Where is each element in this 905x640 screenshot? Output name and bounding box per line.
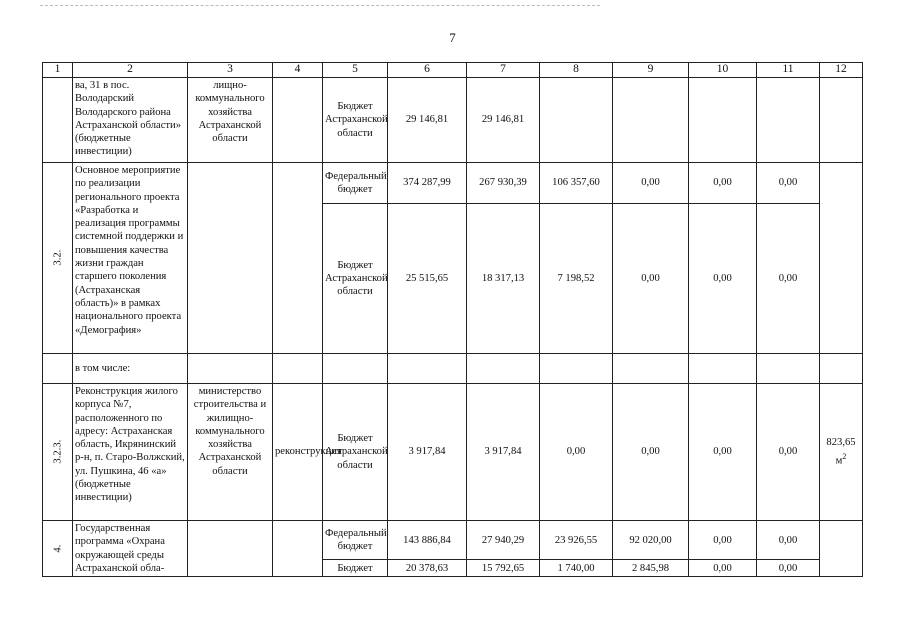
header-cell: 10 — [689, 63, 757, 78]
value-cell: 29 146,81 — [467, 78, 540, 163]
value-cell: 0,00 — [757, 163, 820, 204]
value-cell: 0,00 — [613, 204, 689, 354]
table-row — [43, 354, 863, 384]
funding-source-cell: Бюджет Астраханской области — [323, 78, 388, 163]
value-cell — [820, 354, 863, 384]
value-cell: 0,00 — [757, 384, 820, 521]
header-cell: 11 — [757, 63, 820, 78]
value-cell — [388, 354, 467, 384]
type-cell — [273, 521, 323, 577]
header-cell: 8 — [540, 63, 613, 78]
value-cell: 27 940,29 — [467, 521, 540, 560]
row-number-cell — [43, 354, 73, 384]
value-cell — [613, 78, 689, 163]
funding-source-cell — [323, 354, 388, 384]
value-cell: 143 886,84 — [388, 521, 467, 560]
value-cell: 0,00 — [757, 560, 820, 577]
table-row — [43, 163, 863, 204]
capacity-cell — [820, 384, 863, 521]
header-cell: 2 — [73, 63, 188, 78]
value-cell: 1 740,00 — [540, 560, 613, 577]
value-cell: 0,00 — [689, 560, 757, 577]
row-number: 3.2. — [51, 250, 63, 266]
value-cell — [820, 521, 863, 577]
value-cell: 18 317,13 — [467, 204, 540, 354]
capacity-value: 823,65 — [826, 437, 856, 449]
executor-cell — [188, 521, 273, 577]
measure-name-cell: Основное мероприятие по реализации регионального проекта «Разработка и реализация программы системной поддержки и повышения качества жизни граждан старшего поколения (Астраханская область)» в рамках национального проекта «Демография» — [73, 163, 188, 354]
value-cell — [540, 354, 613, 384]
funding-source-cell: Федеральный бюджет — [323, 521, 388, 560]
value-cell: 106 357,60 — [540, 163, 613, 204]
funding-source-cell: Бюджет — [323, 560, 388, 577]
measure-name-cell: в том числе: — [73, 354, 188, 384]
value-cell: 0,00 — [757, 521, 820, 560]
value-cell: 374 287,99 — [388, 163, 467, 204]
executor-cell — [188, 163, 273, 354]
value-cell: 0,00 — [757, 204, 820, 354]
measure-name-cell: ва, 31 в пос. Володарский Володарского района Астраханской области» (бюджетные инвестиции) — [73, 78, 188, 163]
funding-source-cell: Бюджет Астраханской области — [323, 204, 388, 354]
executor-cell — [188, 354, 273, 384]
table-row — [43, 521, 863, 560]
value-cell — [467, 354, 540, 384]
measure-name-cell: Реконструкция жилого корпуса №7, расположенного по адресу: Астраханская область, Икрянинский р-н, п. Старо-Волжский, ул. Пушкина, 46 «а» (бюджетные инвестиции) — [73, 384, 188, 521]
header-cell: 7 — [467, 63, 540, 78]
value-cell: 0,00 — [689, 204, 757, 354]
type-cell — [273, 354, 323, 384]
row-number-cell — [43, 163, 73, 354]
table-row — [43, 78, 863, 163]
row-number-cell — [43, 78, 73, 163]
executor-cell: лищно-коммунального хозяйства Астраханской области — [188, 78, 273, 163]
value-cell: 0,00 — [613, 384, 689, 521]
value-cell: 29 146,81 — [388, 78, 467, 163]
value-cell: 267 930,39 — [467, 163, 540, 204]
measure-name-cell: Государственная программа «Охрана окружающей среды Астраханской обла- — [73, 521, 188, 577]
value-cell: 23 926,55 — [540, 521, 613, 560]
value-cell: 0,00 — [540, 384, 613, 521]
capacity-unit-sup: 2 — [842, 451, 847, 461]
value-cell: 0,00 — [689, 163, 757, 204]
value-cell — [757, 78, 820, 163]
row-number-cell — [43, 521, 73, 577]
value-cell — [540, 78, 613, 163]
value-cell — [820, 78, 863, 163]
value-cell: 3 917,84 — [467, 384, 540, 521]
type-cell — [273, 78, 323, 163]
value-cell: 15 792,65 — [467, 560, 540, 577]
value-cell: 0,00 — [689, 521, 757, 560]
value-cell — [613, 354, 689, 384]
row-number: 3.2.3. — [51, 440, 63, 464]
table-row — [43, 384, 863, 521]
scan-top-line — [40, 5, 600, 6]
header-cell: 12 — [820, 63, 863, 78]
header-cell: 4 — [273, 63, 323, 78]
value-cell: 2 845,98 — [613, 560, 689, 577]
header-cell: 9 — [613, 63, 689, 78]
value-cell: 0,00 — [689, 384, 757, 521]
header-cell: 6 — [388, 63, 467, 78]
value-cell: 25 515,65 — [388, 204, 467, 354]
type-cell — [273, 163, 323, 354]
value-cell — [757, 354, 820, 384]
value-cell — [689, 354, 757, 384]
row-number-cell — [43, 384, 73, 521]
value-cell: 92 020,00 — [613, 521, 689, 560]
row-number: 4. — [51, 544, 63, 553]
value-cell: 7 198,52 — [540, 204, 613, 354]
value-cell: 0,00 — [613, 163, 689, 204]
type-cell: реконструкция — [273, 384, 323, 521]
capacity-unit: м — [835, 455, 843, 467]
header-cell: 5 — [323, 63, 388, 78]
budget-table — [42, 62, 863, 577]
value-cell: 20 378,63 — [388, 560, 467, 577]
table-header-row — [43, 63, 863, 78]
value-cell — [689, 78, 757, 163]
value-cell: 3 917,84 — [388, 384, 467, 521]
funding-source-cell: Федеральный бюджет — [323, 163, 388, 204]
header-cell: 1 — [43, 63, 73, 78]
header-cell: 3 — [188, 63, 273, 78]
page-number: 7 — [449, 30, 456, 45]
executor-cell: министерство строительства и жилищно-коммунального хозяйства Астраханской области — [188, 384, 273, 521]
value-cell — [820, 163, 863, 354]
funding-source-cell: Бюджет Астраханской области — [323, 384, 388, 521]
